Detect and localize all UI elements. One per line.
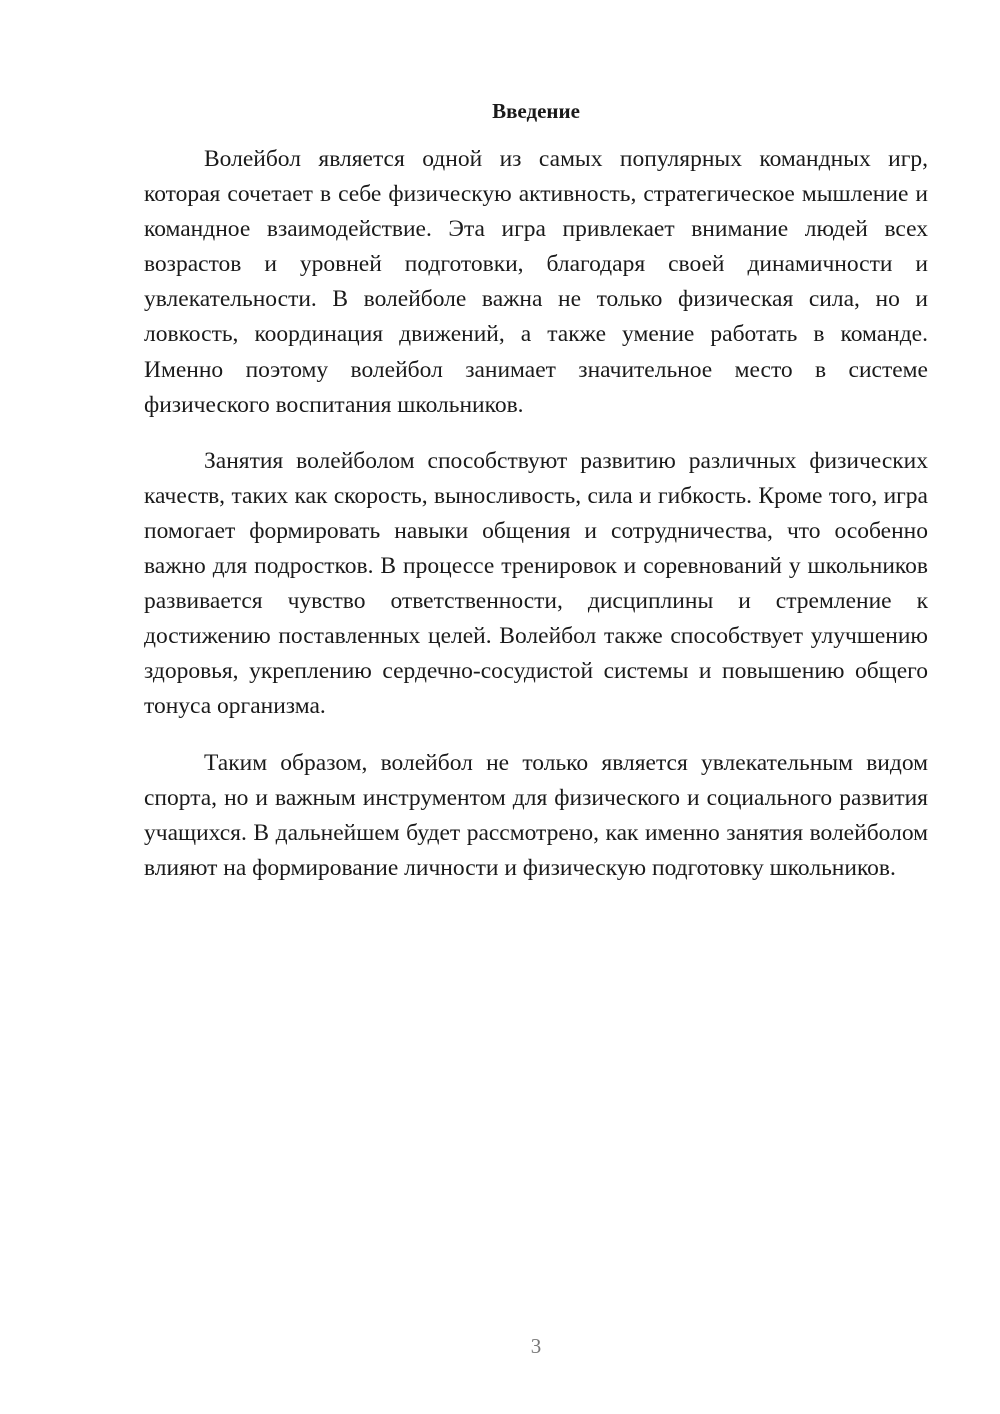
paragraph-intro: Волейбол является одной из самых популярных командных игр, которая сочетает в себе физическую активность, стратегическое мышление и командное взаимодействие. Эта игра привлекает внимание людей всех возрастов и уровней подготовки, благодаря своей динамичности и увлекательности. В волейболе важна не только физическая сила, но и ловкость, координация движений, а также умение работать в команде. Именно поэтому волейбол занимает значительное место в системе физического воспитания школьников. <box>144 146 928 418</box>
body-text <box>144 142 928 886</box>
paragraph-benefits: Занятия волейболом способствуют развитию различных физических качеств, таких как скорость, выносливость, сила и гибкость. Кроме того, игра помогает формировать навыки общения и сотрудничества, что особенно важно для подростков. В процессе тренировок и соревнований у школьников развивается чувство ответственности, дисциплины и стремление к достижению поставленных целей. Волейбол также способствует улучшению здоровья, укреплению сердечно-сосудистой системы и повышению общего тонуса организма. <box>144 447 928 720</box>
paragraph-conclusion: Таким образом, волейбол не только является увлекательным видом спорта, но и важным инструментом для физического и социального развития учащихся. В дальнейшем будет рассмотрено, как именно занятия волейболом влияют на формирование личности и физическую подготовку школьников. <box>144 749 928 881</box>
page-number: 3 <box>530 1334 542 1358</box>
page-heading: Введение <box>492 99 580 123</box>
